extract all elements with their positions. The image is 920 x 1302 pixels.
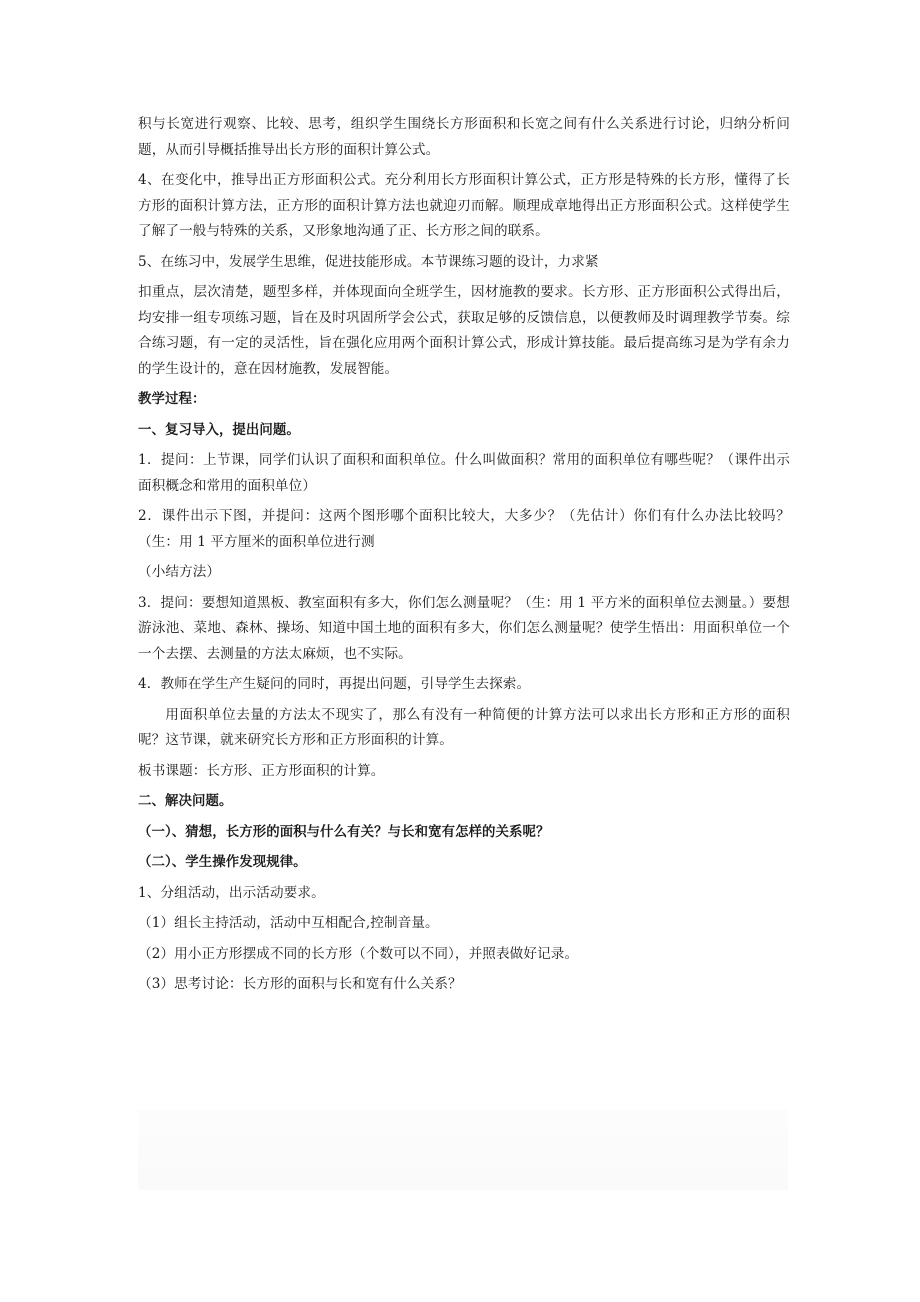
- paragraph-1: 积与长宽进行观察、比较、思考，组织学生围绕长方形面积和长宽之间有什么关系进行讨论，归纳分析问题，从而引导概括推导出长方形的面积计算公式。: [138, 116, 790, 158]
- paragraph-3: 5、在练习中，发展学生思维，促进技能形成。本节课练习题的设计，力求紧: [138, 253, 599, 270]
- subheading-operation: （二）、学生操作发现规律。: [138, 855, 307, 870]
- question-3: 3．提问：要想知道黑板、教室面积有多大，你们怎么测量呢？（生：用 1 平方米的面积单位去测量。）要想游泳池、菜地、森林、操场、知道中国土地的面积有多大，你们怎么测量呢？使学生悟出：用面积单位一个一个去摆、去测量的方法太麻烦，也不实际。: [138, 594, 790, 662]
- paragraph-4: 扣重点，层次清楚，题型多样，并体现面向全班学生，因材施教的要求。长方形、正方形面积公式得出后，均安排一组专项练习题，旨在及时巩固所学会公式，获取足够的反馈信息，以便教师及时调理教学节奏。综合练习题，有一定的灵活性，旨在强化应用两个面积计算公式，形成计算技能。最后提高练习是为学有余力的学生设计的，意在因材施教，发展智能。: [138, 284, 790, 377]
- board-title: 板书课题：长方形、正方形面积的计算。: [138, 762, 385, 779]
- activity-intro: 1、分组活动，出示活动要求。: [138, 884, 325, 901]
- heading-section-2: 二、解决问题。: [138, 794, 233, 809]
- activity-step-1: （1）组长主持活动，活动中互相配合,控制音量。: [138, 915, 439, 931]
- watermark: [300, 1005, 723, 1110]
- question-4: 4．教师在学生产生疑问的同时，再提出问题，引导学生去探索。: [138, 676, 531, 692]
- document-body: [138, 112, 790, 1003]
- heading-teaching-process: 教学过程：: [138, 392, 206, 407]
- subheading-guess: （一）、猜想，长方形的面积与什么有关？与长和宽有怎样的关系呢？: [138, 824, 550, 840]
- question-1: 1．提问：上节课，同学们认识了面积和面积单位。什么叫做面积？常用的面积单位有哪些呢？（课件出示面积概念和常用的面积单位）: [138, 452, 790, 494]
- activity-step-3: （3）思考讨论：长方形的面积与长和宽有什么关系？: [138, 976, 462, 992]
- blank-area: [138, 1110, 788, 1190]
- question-2: 2．课件出示下图，并提问：这两个图形哪个面积比较大，大多少？（先估计）你们有什么办法比较吗？（生：用 1 平方厘米的面积单位进行测: [138, 508, 790, 550]
- heading-section-1: 一、复习导入，提出问题。: [138, 422, 300, 438]
- paragraph-2: 4、在变化中，推导出正方形面积公式。充分利用长方形面积计算公式，正方形是特殊的长方形，懂得了长方形的面积计算方法，正方形的面积计算方法也就迎刃而解。顺理成章地得出正方形面积公式。这样使学生了解了一般与特殊的关系，又形象地沟通了正、长方形之间的联系。: [138, 172, 790, 239]
- activity-step-2: （2）用小正方形摆成不同的长方形（个数可以不同），并照表做好记录。: [138, 945, 579, 962]
- question-4-detail: 用面积单位去量的方法太不现实了，那么有没有一种简便的计算方法可以求出长方形和正方形的面积呢？这节课，就来研究长方形和正方形面积的计算。: [138, 706, 790, 748]
- question-2-summary: （小结方法）: [138, 564, 221, 580]
